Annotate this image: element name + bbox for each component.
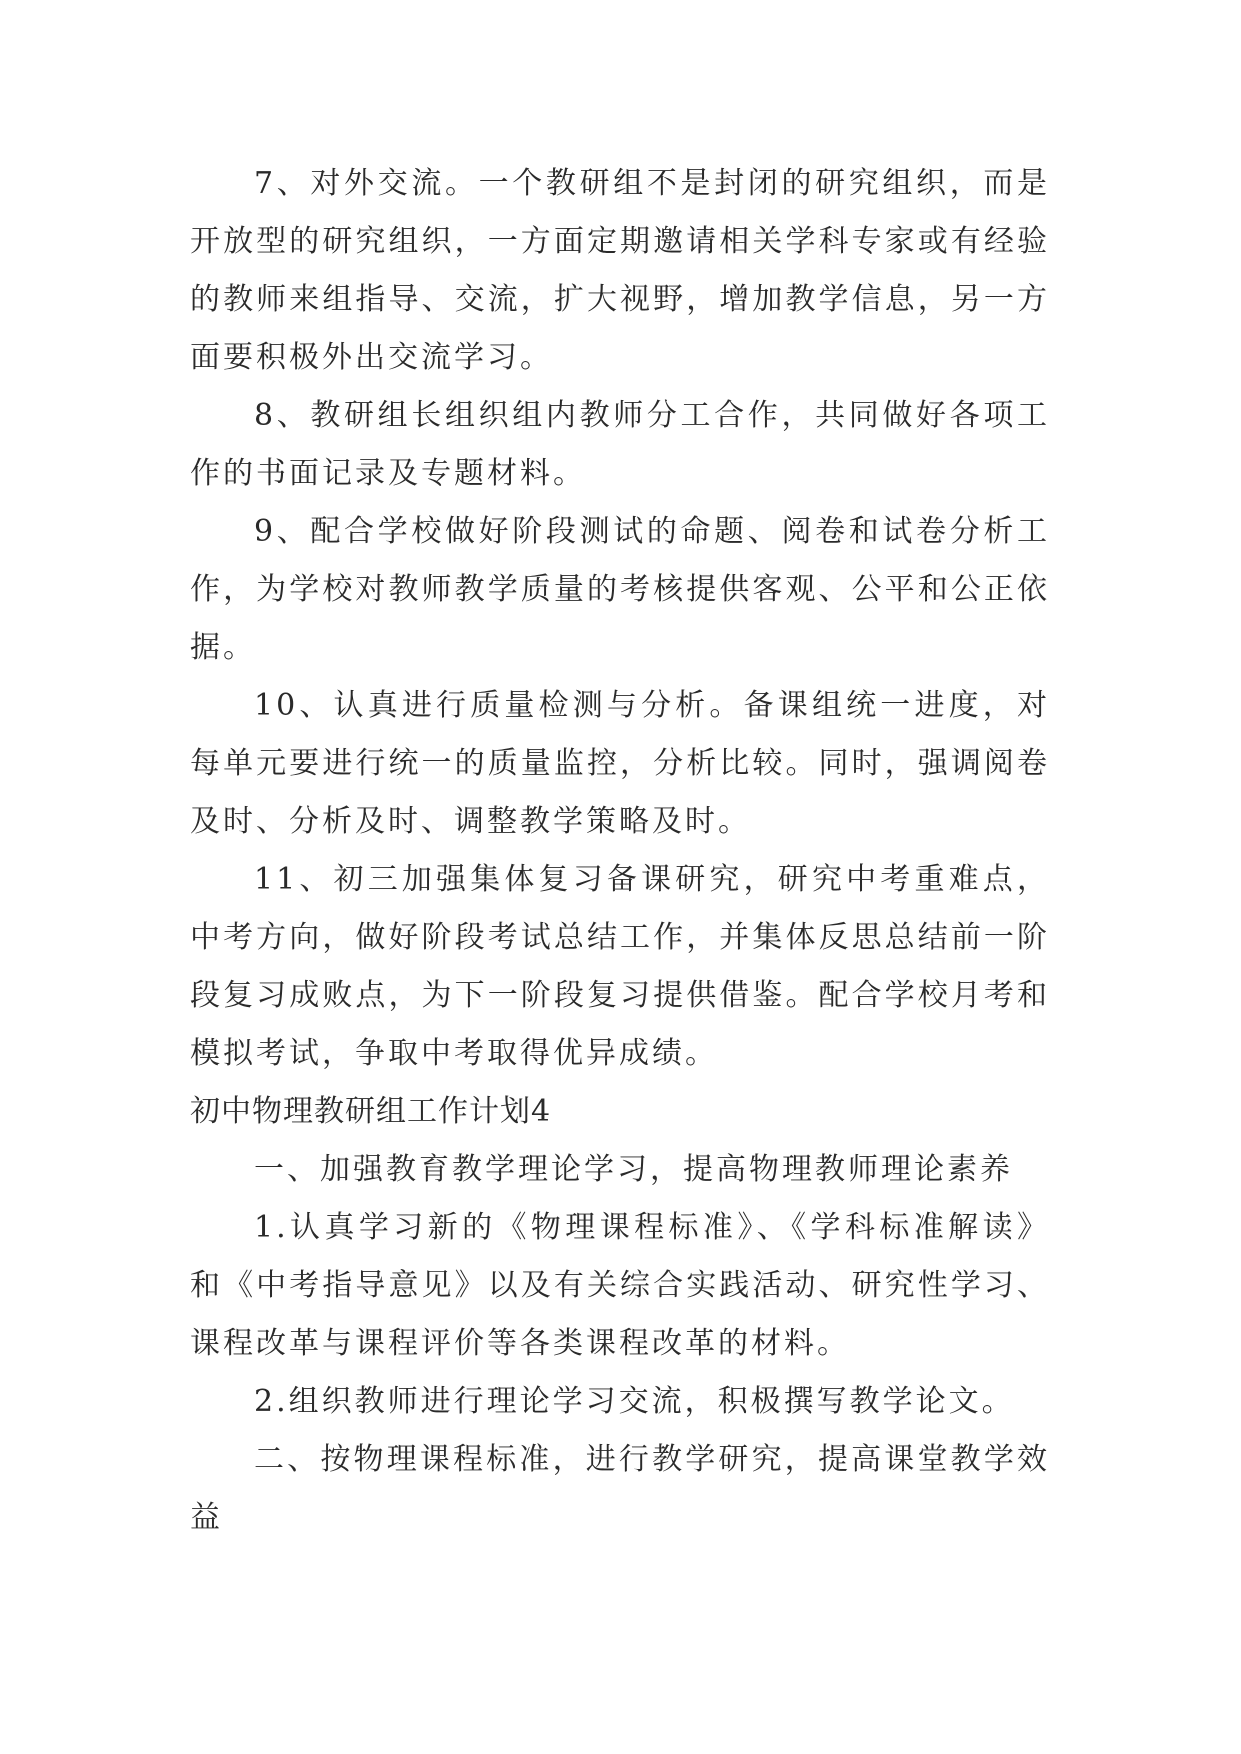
document-body — [190, 155, 1050, 1547]
paragraph-item-8: 8、教研组长组织组内教师分工合作，共同做好各项工作的书面记录及专题材料。 — [190, 398, 1050, 491]
section-heading-1: 一、加强教育教学理论学习，提高物理教师理论素养 — [254, 1152, 1013, 1187]
section-heading-2: 二、按物理课程标准，进行教学研究，提高课堂教学效益 — [190, 1442, 1050, 1535]
paragraph-item-11: 11、初三加强集体复习备课研究，研究中考重难点，中考方向，做好阶段考试总结工作，并集体反思总结前一阶段复习成败点，为下一阶段复习提供借鉴。配合学校月考和模拟考试，争取中考取得优异成绩。 — [190, 862, 1050, 1071]
paragraph-item-7: 7、对外交流。一个教研组不是封闭的研究组织，而是开放型的研究组织，一方面定期邀请相关学科专家或有经验的教师来组指导、交流，扩大视野，增加教学信息，另一方面要积极外出交流学习。 — [190, 166, 1050, 375]
paragraph-item-10: 10、认真进行质量检测与分析。备课组统一进度，对每单元要进行统一的质量监控，分析比较。同时，强调阅卷及时、分析及时、调整教学策略及时。 — [190, 688, 1050, 839]
paragraph-item-1-2: 2.组织教师进行理论学习交流，积极撰写教学论文。 — [254, 1384, 1015, 1419]
section-title: 初中物理教研组工作计划4 — [190, 1094, 552, 1129]
paragraph-item-1-1: 1.认真学习新的《物理课程标准》、《学科标准解读》和《中考指导意见》以及有关综合实践活动、研究性学习、课程改革与课程评价等各类课程改革的材料。 — [190, 1210, 1050, 1361]
paragraph-item-9: 9、配合学校做好阶段测试的命题、阅卷和试卷分析工作，为学校对教师教学质量的考核提供客观、公平和公正依据。 — [190, 514, 1050, 665]
